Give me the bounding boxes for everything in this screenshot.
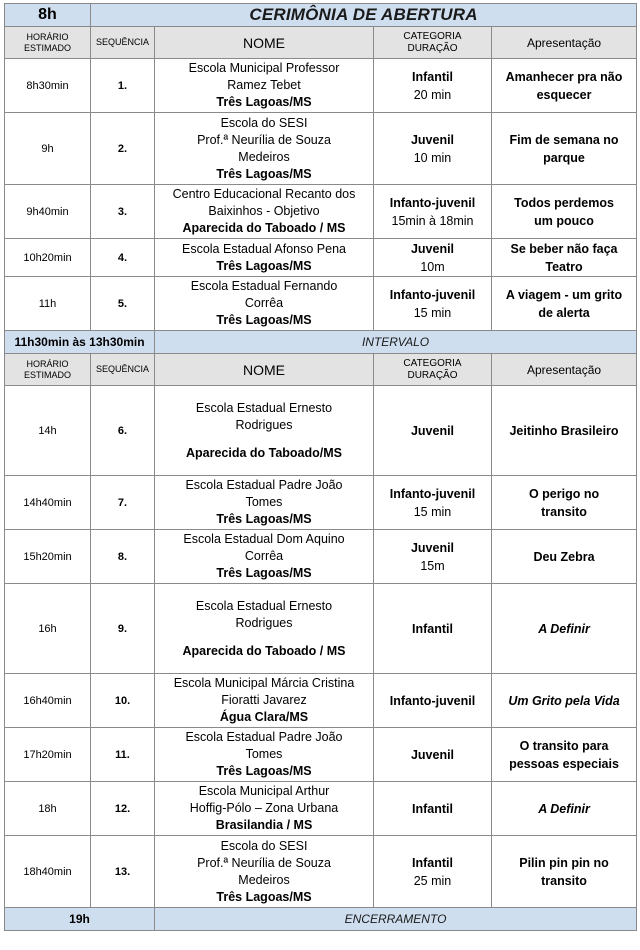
row-category <box>374 530 492 584</box>
school-name-line: Fioratti Javarez <box>221 693 307 707</box>
school-name-line: Tomes <box>245 747 283 761</box>
schedule-row <box>5 185 637 239</box>
school-city: Três Lagoas/MS <box>216 95 312 109</box>
school-name-line: Tomes <box>245 495 283 509</box>
category-label: Infanto-juvenil <box>389 287 476 302</box>
row-time: 14h40min <box>5 476 91 530</box>
school-city: Três Lagoas/MS <box>216 313 312 327</box>
column-header-2 <box>5 354 637 386</box>
school-name-line: Prof.ª Neurília de Souza <box>197 132 331 147</box>
schedule-row <box>5 476 637 530</box>
row-school <box>155 530 374 584</box>
row-presentation <box>492 782 637 836</box>
row-sequence: 9. <box>91 584 155 674</box>
interval-time: 11h30min às 13h30min <box>5 331 155 354</box>
school-city: Três Lagoas/MS <box>216 889 312 904</box>
category-label: Infanto-juvenil <box>389 486 476 501</box>
school-name-line: Corrêa <box>244 296 284 310</box>
presentation-line: Se beber não faça <box>510 241 618 256</box>
schedule-row <box>5 239 637 277</box>
row-category <box>374 113 492 185</box>
col-name-header: NOME <box>155 27 374 59</box>
row-presentation <box>492 836 637 908</box>
category-label: Infantil <box>412 621 453 636</box>
row-sequence: 12. <box>91 782 155 836</box>
start-time: 8h <box>5 4 91 27</box>
duration-label: 15m <box>420 558 445 573</box>
school-city: Aparecida do Taboado / MS <box>182 643 346 658</box>
closing-bar <box>5 908 637 931</box>
row-category <box>374 782 492 836</box>
row-presentation <box>492 728 637 782</box>
row-sequence: 6. <box>91 386 155 476</box>
row-school <box>155 277 374 331</box>
schedule-row <box>5 59 637 113</box>
row-presentation <box>492 113 637 185</box>
schedule-row <box>5 674 637 728</box>
row-time: 18h40min <box>5 836 91 908</box>
row-presentation <box>492 674 637 728</box>
category-label: Infantil <box>412 855 453 870</box>
row-category <box>374 584 492 674</box>
school-city: Brasilandia / MS <box>215 818 313 832</box>
school-name-line: Centro Educacional Recanto dos <box>172 187 356 201</box>
row-school <box>155 674 374 728</box>
category-label: Juvenil <box>410 241 455 256</box>
row-school <box>155 185 374 239</box>
school-name-line: Escola Estadual Afonso Pena <box>181 241 346 256</box>
presentation-line: Pilin pin pin no <box>519 855 609 870</box>
presentation-line: A Definir <box>538 801 590 816</box>
school-city: Três Lagoas/MS <box>216 566 312 580</box>
duration-label: 20 min <box>413 87 452 102</box>
presentation-line: Fim de semana no <box>509 132 619 147</box>
presentation-line: parque <box>543 150 585 165</box>
school-name-line: Escola Estadual Ernesto <box>195 400 333 415</box>
presentation-line: Teatro <box>545 259 583 274</box>
school-city: Aparecida do Taboado / MS <box>182 221 346 235</box>
col-name-header: NOME <box>155 354 374 386</box>
row-presentation <box>492 530 637 584</box>
schedule-row <box>5 728 637 782</box>
row-sequence: 3. <box>91 185 155 239</box>
schedule-row <box>5 836 637 908</box>
presentation-line: transito <box>541 504 587 519</box>
row-category <box>374 836 492 908</box>
row-sequence: 11. <box>91 728 155 782</box>
schedule-row <box>5 782 637 836</box>
category-label: Infanto-juvenil <box>389 195 476 210</box>
row-presentation <box>492 277 637 331</box>
row-time: 16h40min <box>5 674 91 728</box>
duration-label: 15 min <box>413 504 452 519</box>
row-category <box>374 239 492 277</box>
row-time: 15h20min <box>5 530 91 584</box>
category-label: Juvenil <box>410 132 455 147</box>
school-city: Água Clara/MS <box>219 710 309 724</box>
schedule-row <box>5 530 637 584</box>
presentation-line: pessoas especiais <box>509 756 619 771</box>
duration-label: 10m <box>420 259 445 274</box>
row-category <box>374 476 492 530</box>
row-time: 17h20min <box>5 728 91 782</box>
category-label: Infantil <box>412 69 453 84</box>
row-school <box>155 239 374 277</box>
row-presentation <box>492 239 637 277</box>
school-city: Aparecida do Taboado/MS <box>185 445 343 460</box>
school-name-line: Escola Estadual Padre João <box>185 730 343 744</box>
row-category <box>374 277 492 331</box>
row-school <box>155 728 374 782</box>
presentation-line: O transito para <box>519 738 609 753</box>
row-school <box>155 113 374 185</box>
school-name-line: Rodrigues <box>235 615 293 630</box>
row-sequence: 2. <box>91 113 155 185</box>
column-header-1 <box>5 27 637 59</box>
col-seq-header: SEQUÊNCIA <box>91 354 155 386</box>
opening-bar <box>5 4 637 27</box>
row-category <box>374 185 492 239</box>
row-time: 9h <box>5 113 91 185</box>
row-category <box>374 674 492 728</box>
schedule-table <box>4 3 637 931</box>
col-cat-header: CATEGORIA DURAÇÃO <box>374 354 492 386</box>
school-name-line: Rodrigues <box>235 417 293 432</box>
row-time: 9h40min <box>5 185 91 239</box>
col-pres-header: Apresentação <box>492 354 637 386</box>
duration-label: 15min à 18min <box>391 213 474 228</box>
row-sequence: 4. <box>91 239 155 277</box>
schedule-row <box>5 277 637 331</box>
row-sequence: 8. <box>91 530 155 584</box>
presentation-line: esquecer <box>536 87 592 102</box>
presentation-line: um pouco <box>534 213 594 228</box>
school-city: Três Lagoas/MS <box>216 764 312 778</box>
school-name-line: Escola Estadual Padre João <box>185 478 343 492</box>
row-presentation <box>492 386 637 476</box>
closing-label: ENCERRAMENTO <box>155 908 637 931</box>
school-name-line: Medeiros <box>238 872 290 887</box>
spacer <box>158 434 370 445</box>
row-time: 16h <box>5 584 91 674</box>
school-name-line: Escola Estadual Ernesto <box>195 598 333 613</box>
presentation-line: A Definir <box>538 621 590 636</box>
row-sequence: 1. <box>91 59 155 113</box>
row-time: 10h20min <box>5 239 91 277</box>
row-sequence: 13. <box>91 836 155 908</box>
category-label: Juvenil <box>410 423 455 438</box>
spacer <box>158 632 370 643</box>
school-name-line: Escola Municipal Arthur <box>198 784 330 798</box>
presentation-line: Amanhecer pra não <box>505 69 623 84</box>
row-presentation <box>492 185 637 239</box>
presentation-line: O perigo no <box>528 486 600 501</box>
school-name-line: Escola Municipal Professor <box>188 61 340 75</box>
row-school <box>155 476 374 530</box>
school-name-line: Escola do SESI <box>220 838 308 853</box>
category-label: Infantil <box>412 801 453 816</box>
col-cat-header: CATEGORIA DURAÇÃO <box>374 27 492 59</box>
presentation-line: Um Grito pela Vida <box>508 693 620 708</box>
interval-bar <box>5 331 637 354</box>
school-city: Três Lagoas/MS <box>216 512 312 526</box>
schedule-row <box>5 584 637 674</box>
category-label: Juvenil <box>410 540 455 555</box>
school-name-line: Escola do SESI <box>220 115 308 130</box>
row-presentation <box>492 59 637 113</box>
col-time-header: HORÁRIO ESTIMADO <box>5 27 91 59</box>
interval-label: INTERVALO <box>155 331 637 354</box>
school-name-line: Medeiros <box>238 149 290 164</box>
row-time: 8h30min <box>5 59 91 113</box>
row-presentation <box>492 584 637 674</box>
row-school <box>155 836 374 908</box>
row-category <box>374 386 492 476</box>
row-sequence: 7. <box>91 476 155 530</box>
school-name-line: Corrêa <box>244 549 284 563</box>
row-category <box>374 59 492 113</box>
school-city: Três Lagoas/MS <box>216 258 312 273</box>
row-school <box>155 386 374 476</box>
school-name-line: Escola Municipal Márcia Cristina <box>173 676 355 690</box>
school-name-line: Hoffig-Pólo – Zona Urbana <box>189 801 339 815</box>
row-time: 18h <box>5 782 91 836</box>
col-time-header: HORÁRIO ESTIMADO <box>5 354 91 386</box>
schedule-row <box>5 113 637 185</box>
school-name-line: Prof.ª Neurília de Souza <box>197 855 331 870</box>
duration-label: 15 min <box>413 305 452 320</box>
opening-title: CERIMÔNIA DE ABERTURA <box>91 4 637 27</box>
afternoon-block <box>5 386 637 908</box>
col-seq-header: SEQUÊNCIA <box>91 27 155 59</box>
row-school <box>155 782 374 836</box>
school-name-line: Baixinhos - Objetivo <box>208 204 320 218</box>
school-city: Três Lagoas/MS <box>216 166 312 181</box>
row-time: 11h <box>5 277 91 331</box>
duration-label: 25 min <box>413 873 452 888</box>
row-school <box>155 59 374 113</box>
row-presentation <box>492 476 637 530</box>
row-time: 14h <box>5 386 91 476</box>
schedule-row <box>5 386 637 476</box>
school-name-line: Escola Estadual Fernando <box>190 279 338 293</box>
presentation-line: transito <box>541 873 587 888</box>
row-school <box>155 584 374 674</box>
duration-label: 10 min <box>413 150 452 165</box>
presentation-line: Jeitinho Brasileiro <box>509 423 619 438</box>
presentation-line: de alerta <box>538 305 590 320</box>
category-label: Infanto-juvenil <box>389 693 476 708</box>
presentation-line: Deu Zebra <box>533 549 595 564</box>
morning-block <box>5 59 637 331</box>
presentation-line: Todos perdemos <box>514 195 614 210</box>
row-category <box>374 728 492 782</box>
closing-time: 19h <box>5 908 155 931</box>
col-pres-header: Apresentação <box>492 27 637 59</box>
school-name-line: Ramez Tebet <box>227 78 301 92</box>
category-label: Juvenil <box>410 747 455 762</box>
presentation-line: A viagem - um grito <box>505 287 623 302</box>
row-sequence: 10. <box>91 674 155 728</box>
school-name-line: Escola Estadual Dom Aquino <box>183 532 345 546</box>
row-sequence: 5. <box>91 277 155 331</box>
